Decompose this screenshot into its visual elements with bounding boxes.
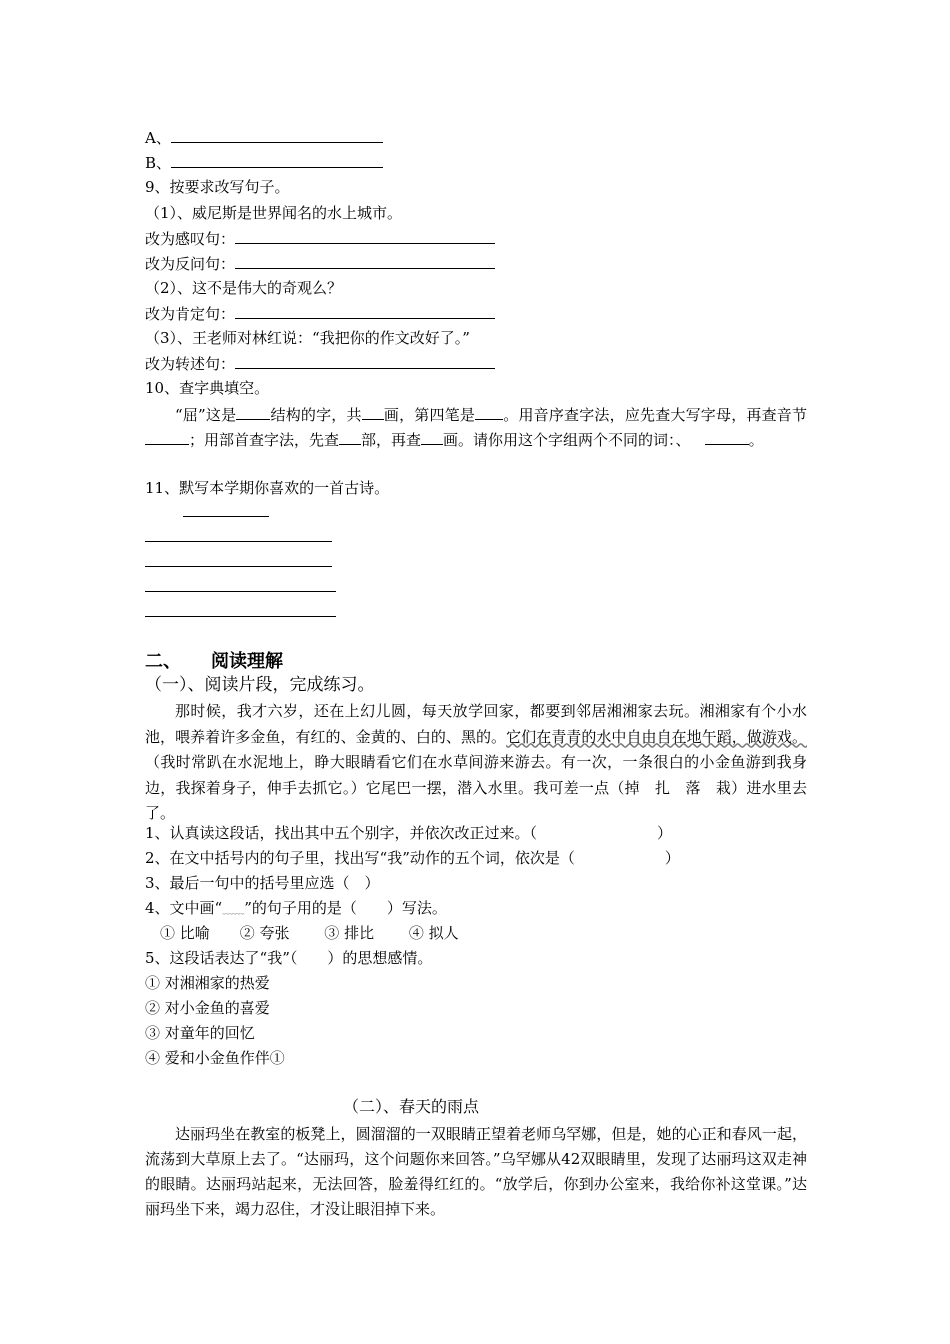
fill-blank[interactable] [235,253,495,269]
wavy-mark: ﹏﹏ [222,903,245,916]
fill-blank[interactable] [421,429,443,445]
fill-blank[interactable] [475,404,503,420]
question-9-1-rhetorical: 改为反问句： [145,253,495,274]
reading-question-1: 1、认真读这段话，找出其中五个别字，并依次改正过来。（ ） [145,824,673,842]
option-2[interactable]: ② 对小金鱼的喜爱 [145,999,270,1017]
fill-blank[interactable] [235,303,495,319]
fill-blank[interactable] [171,127,383,143]
fill-blank[interactable] [339,429,361,445]
poem-line[interactable] [145,591,336,592]
question-9-sentence-3: （3）、王老师对林红说：“我把你的作文改好了。” [145,329,470,347]
part-2-title: （二）、春天的雨点 [343,1097,480,1116]
reading-question-4: 4、文中画“﹏﹏”的句子用的是（ ）写法。 [145,899,447,917]
question-9-3-indirect: 改为转述句： [145,353,495,374]
question-9-sentence-1: （1）、威尼斯是世界闻名的水上城市。 [145,204,403,222]
option-3[interactable]: ③ 对童年的回忆 [145,1024,255,1042]
question-9-2-affirmative: 改为肯定句： [145,303,495,324]
fill-blank[interactable] [235,228,495,244]
poem-line[interactable] [145,566,332,567]
passage-2: 达丽玛坐在教室的板凳上，圆溜溜的一双眼睛正望着老师乌罕娜，但是，她的心正和春风一起，流荡到大草原上去了。“达丽玛，这个问题你来回答。”乌罕娜从42双眼睛里，发现了达丽玛这双走神的眼睛。达丽玛站起来，无法回答，脸羞得红红的。“放学后，你到办公室来，我给你补这堂课。”达丽玛坐下来，竭力忍住，才没让眼泪掉下来。 [145,1125,807,1218]
poem-line[interactable] [145,616,336,617]
fill-blank[interactable] [705,429,749,445]
reading-question-5: 5、这段话表达了“我”（ ）的思想感情。 [145,949,433,967]
question-10-body: “屈”这是 结构的字，共 画，第四笔是 。用音序查字法，应先查大写字母，再查音节；用部首查字法，先查 部，再查 画。请你用这个字组两个不同的词：、 。 [145,403,807,453]
question-9-title: 9、按要求改写句子。 [145,178,290,196]
answer-line-a: A、 [145,127,383,148]
answer-line-b: B、 [145,152,383,173]
question-11-title: 11、默写本学期你喜欢的一首古诗。 [145,479,390,497]
question-9-1-exclamatory: 改为感叹句： [145,228,495,249]
poem-title-line[interactable] [183,516,269,517]
wavy-sentence: 它们在青青的水中自由自在地午蹈，做游戏。 [506,727,807,746]
fill-blank[interactable] [145,429,189,445]
fill-blank[interactable] [235,353,495,369]
question-9-sentence-2: （2）、这不是伟大的奇观么？ [145,279,343,297]
option-1[interactable]: ① 对湘湘家的热爱 [145,974,270,992]
question-10-title: 10、查字典填空。 [145,379,270,397]
fill-blank[interactable] [171,152,383,168]
part-1-title: （一）、阅读片段，完成练习。 [145,675,375,695]
fill-blank[interactable] [236,404,270,420]
section-heading: 二、 阅读理解 [145,651,283,672]
option-4[interactable]: ④ 爱和小金鱼作伴① [145,1049,285,1067]
passage-1: 那时候，我才六岁，还在上幻儿圆，每天放学回家，都要到邻居湘湘家去玩。湘湘家有个小水池，喂养着许多金鱼，有红的、金黄的、白的、黑的。它们在青青的水中自由自在地午蹈，做游戏。（我时常趴在水泥地上，睁大眼睛看它们在水草间游来游去。有一次，一条很白的小金鱼游到我身边，我探着身子，伸手去抓它。）它尾巴一摆，潜入水里。我可差一点（掉 扎 落 栽）进水里去了。 [145,702,807,822]
fill-blank[interactable] [362,404,384,420]
question-4-options[interactable]: ① 比喻 ② 夸张 ③ 排比 ④ 拟人 [160,924,459,942]
reading-question-2: 2、在文中括号内的句子里，找出写“我”动作的五个词，依次是（ ） [145,849,680,867]
poem-line[interactable] [145,541,332,542]
reading-question-3: 3、最后一句中的括号里应选（ ） [145,874,380,892]
